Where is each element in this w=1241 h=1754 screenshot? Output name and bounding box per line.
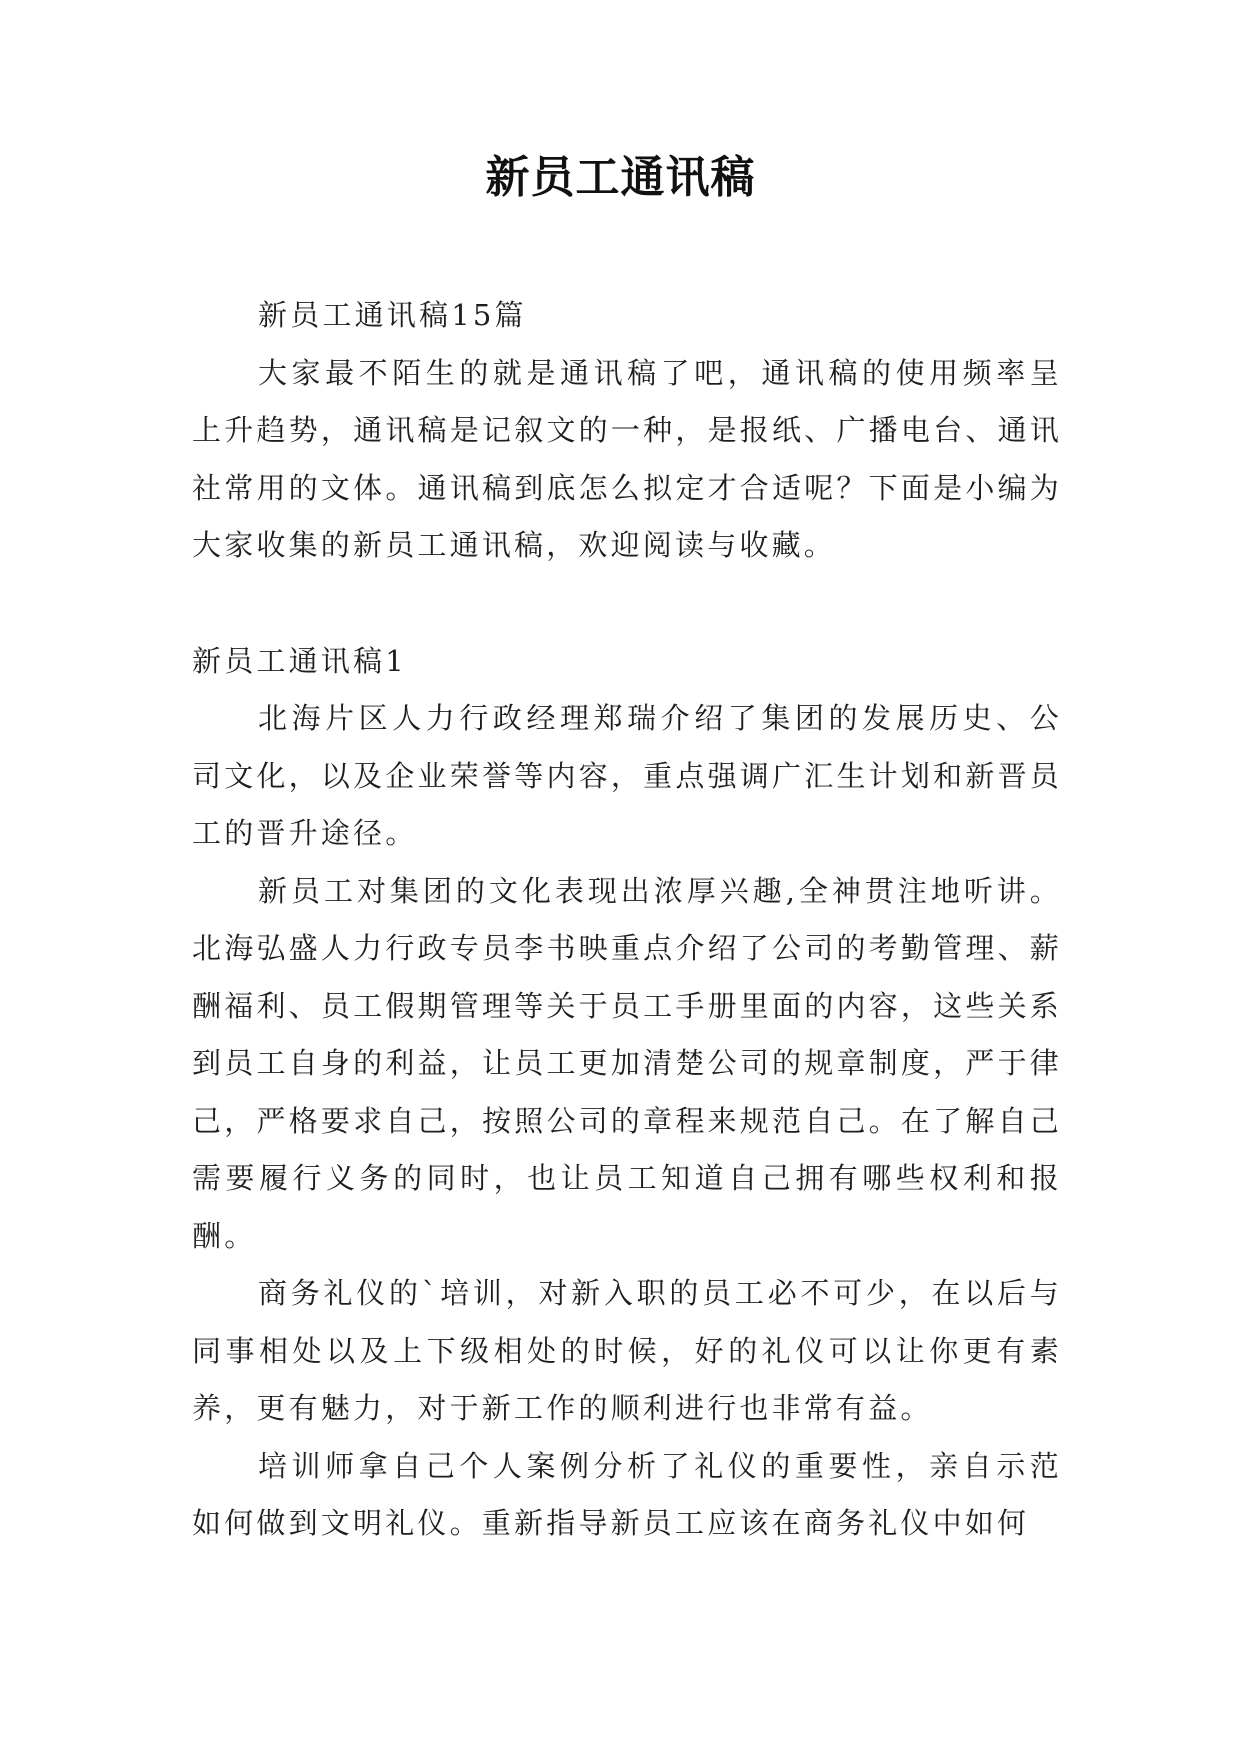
intro-paragraph: 大家最不陌生的就是通讯稿了吧，通讯稿的使用频率呈上升趋势，通讯稿是记叙文的一种，是报纸、广播电台、通讯社常用的文体。通讯稿到底怎么拟定才合适呢？下面是小编为大家收集的新员工通讯稿，欢迎阅读与收藏。 <box>192 355 1062 562</box>
body-paragraph-4: 培训师拿自己个人案例分析了礼仪的重要性，亲自示范如何做到文明礼仪。重新指导新员工应该在商务礼仪中如何 <box>192 1448 1062 1540</box>
body-paragraph-3: 商务礼仪的`培训，对新入职的员工必不可少，在以后与同事相处以及上下级相处的时候，好的礼仪可以让你更有素养，更有魅力，对于新工作的顺利进行也非常有益。 <box>192 1276 1062 1425</box>
section-spacer <box>192 575 1062 633</box>
body-paragraph-2: 新员工对集团的文化表现出浓厚兴趣,全神贯注地听讲。北海弘盛人力行政专员李书映重点介绍了公司的考勤管理、薪酬福利、员工假期管理等关于员工手册里面的内容，这些关系到员工自身的利益，让员工更加清楚公司的规章制度，严于律己，严格要求自己，按照公司的章程来规范自己。在了解自己需要履行义务的同时，也让员工知道自己拥有哪些权利和报酬。 <box>192 873 1062 1253</box>
body-paragraph-1: 北海片区人力行政经理郑瑞介绍了集团的发展历史、公司文化，以及企业荣誉等内容，重点强调广汇生计划和新晋员工的晋升途径。 <box>192 701 1062 850</box>
section-heading: 新员工通讯稿1 <box>192 643 407 678</box>
subtitle: 新员工通讯稿15篇 <box>258 298 527 332</box>
page-title: 新员工通讯稿 <box>485 152 756 203</box>
document-body <box>192 287 1062 1553</box>
